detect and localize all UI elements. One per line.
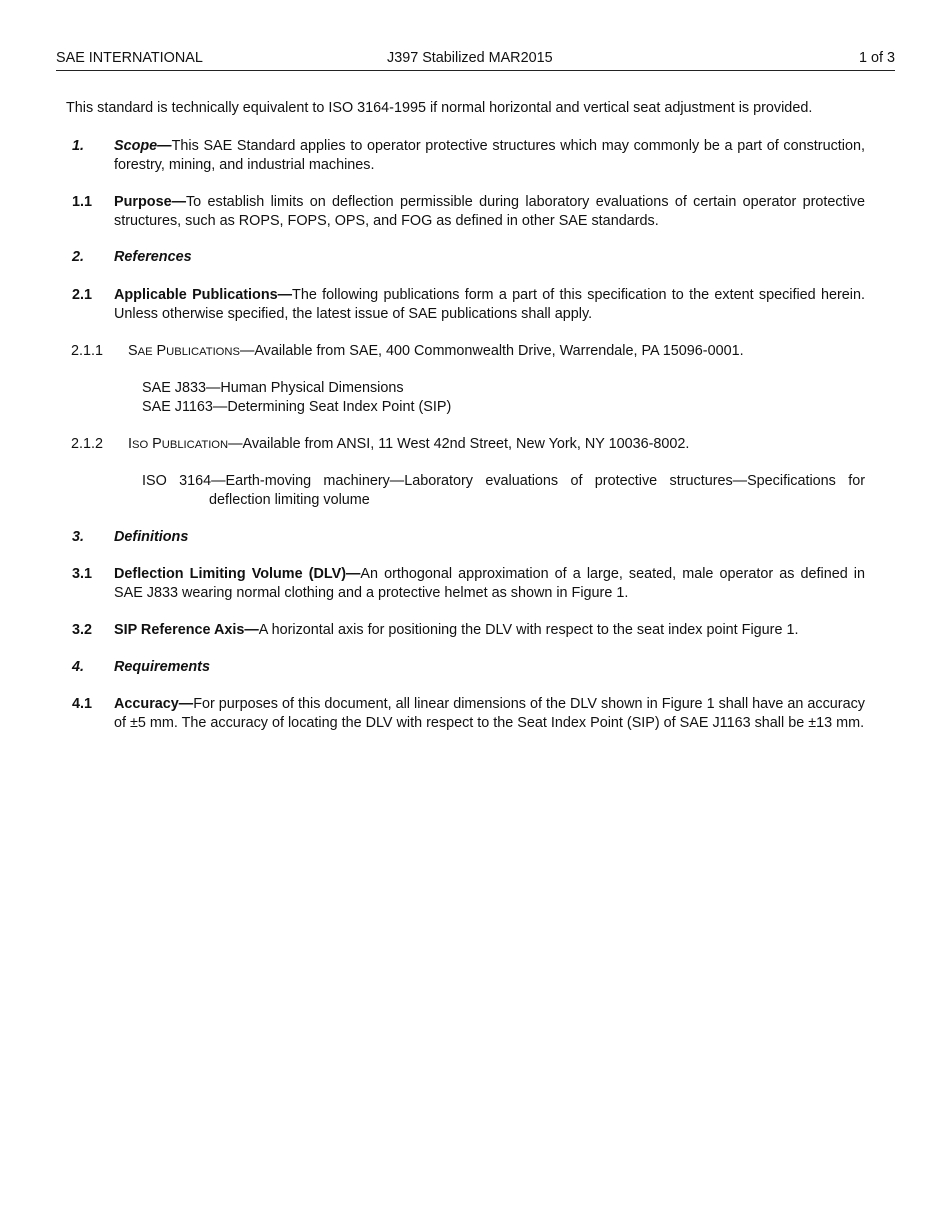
sae-publications-smallcaps-4: UBLICATIONS (166, 346, 240, 358)
reference-sae-j833: SAE J833—Human Physical Dimensions (142, 380, 404, 396)
section-purpose-title: Purpose— (114, 194, 186, 210)
section-number-4: 4. (72, 659, 85, 675)
section-sip-reference-axis-title: SIP Reference Axis— (114, 622, 259, 638)
section-dlv-definition-title: Deflection Limiting Volume (DLV)— (114, 566, 361, 582)
sae-publications-smallcaps-3: P (156, 343, 167, 359)
section-applicable-publications-title: Applicable Publications— (114, 287, 293, 303)
section-number-3: 3. (72, 529, 85, 545)
section-definitions-heading: Definitions (114, 529, 189, 545)
section-number-3-1: 3.1 (72, 566, 93, 582)
reference-iso-3164-line-2: deflection limiting volume (209, 492, 370, 508)
reference-sae-j1163: SAE J1163—Determining Seat Index Point (SIP) (142, 399, 452, 415)
section-requirements-heading: Requirements (114, 659, 210, 675)
header-page-number: 1 of 3 (858, 50, 895, 66)
sae-publications-source: —Available from SAE, 400 Commonwealth Drive, Warrendale, PA 15096-0001. (239, 343, 744, 359)
section-accuracy (114, 695, 865, 733)
section-dlv-definition (114, 565, 865, 603)
section-number-2-1-2: 2.1.2 (71, 436, 104, 452)
iso-publication-smallcaps-1: I (128, 436, 132, 452)
section-scope-text: This SAE Standard applies to operator protective structures which may commonly be a part of construction, forestry, mining, and industrial machines. (114, 138, 865, 173)
section-purpose-text: To establish limits on deflection permissible during laboratory evaluations of certain operator protective structures, such as ROPS, FOPS, OPS, and FOG as defined in other SAE standards. (114, 194, 865, 229)
section-number-1: 1. (72, 138, 85, 154)
section-number-2: 2. (72, 249, 85, 265)
reference-iso-3164 (142, 472, 865, 510)
section-sip-reference-axis (114, 621, 865, 640)
sae-publications-smallcaps-2: AE (137, 346, 153, 358)
section-iso-publication (128, 435, 865, 455)
section-sip-reference-axis-text: A horizontal axis for positioning the DLV with respect to the seat index point Figure 1. (258, 622, 799, 638)
section-sae-publications (128, 342, 865, 362)
section-scope (114, 137, 865, 175)
page-header (56, 48, 895, 71)
reference-iso-3164-line-1: ISO 3164—Earth-moving machinery—Laboratory evaluations of protective structures—Specifications for (142, 473, 865, 489)
section-number-2-1: 2.1 (72, 287, 93, 303)
intro-statement: This standard is technically equivalent to ISO 3164-1995 if normal horizontal and vertical seat adjustment is provided. (66, 100, 813, 116)
section-accuracy-text: For purposes of this document, all linear dimensions of the DLV shown in Figure 1 shall have an accuracy of ±5 mm. The accuracy of locating the DLV with respect to the Seat Index Point (SIP) of SAE J1163 shall be ±13 mm. (114, 696, 865, 731)
section-number-1-1: 1.1 (72, 194, 93, 210)
iso-publication-smallcaps-3: P (152, 436, 162, 452)
section-references-heading: References (114, 249, 192, 265)
section-applicable-publications (114, 286, 865, 324)
header-publisher: SAE INTERNATIONAL (56, 50, 203, 66)
section-dlv-definition-text: An orthogonal approximation of a large, seated, male operator as defined in SAE J833 wearing normal clothing and a protective helmet as shown in Figure 1. (114, 566, 865, 601)
header-document-id: J397 Stabilized MAR2015 (387, 50, 553, 66)
section-applicable-publications-text: The following publications form a part of this specification to the extent specified herein. Unless otherwise specified, the latest issue of SAE publications shall apply. (114, 287, 865, 322)
section-scope-title: Scope— (114, 138, 172, 154)
iso-publication-smallcaps-2: SO (132, 439, 149, 451)
section-number-4-1: 4.1 (72, 696, 93, 712)
iso-publication-source: —Available from ANSI, 11 West 42nd Street, New York, NY 10036-8002. (228, 436, 690, 452)
section-number-3-2: 3.2 (72, 622, 93, 638)
section-purpose (114, 193, 865, 231)
section-number-2-1-1: 2.1.1 (71, 343, 104, 359)
sae-publications-smallcaps-1: S (128, 343, 138, 359)
iso-publication-smallcaps-4: UBLICATION (161, 439, 229, 451)
section-accuracy-title: Accuracy— (114, 696, 194, 712)
